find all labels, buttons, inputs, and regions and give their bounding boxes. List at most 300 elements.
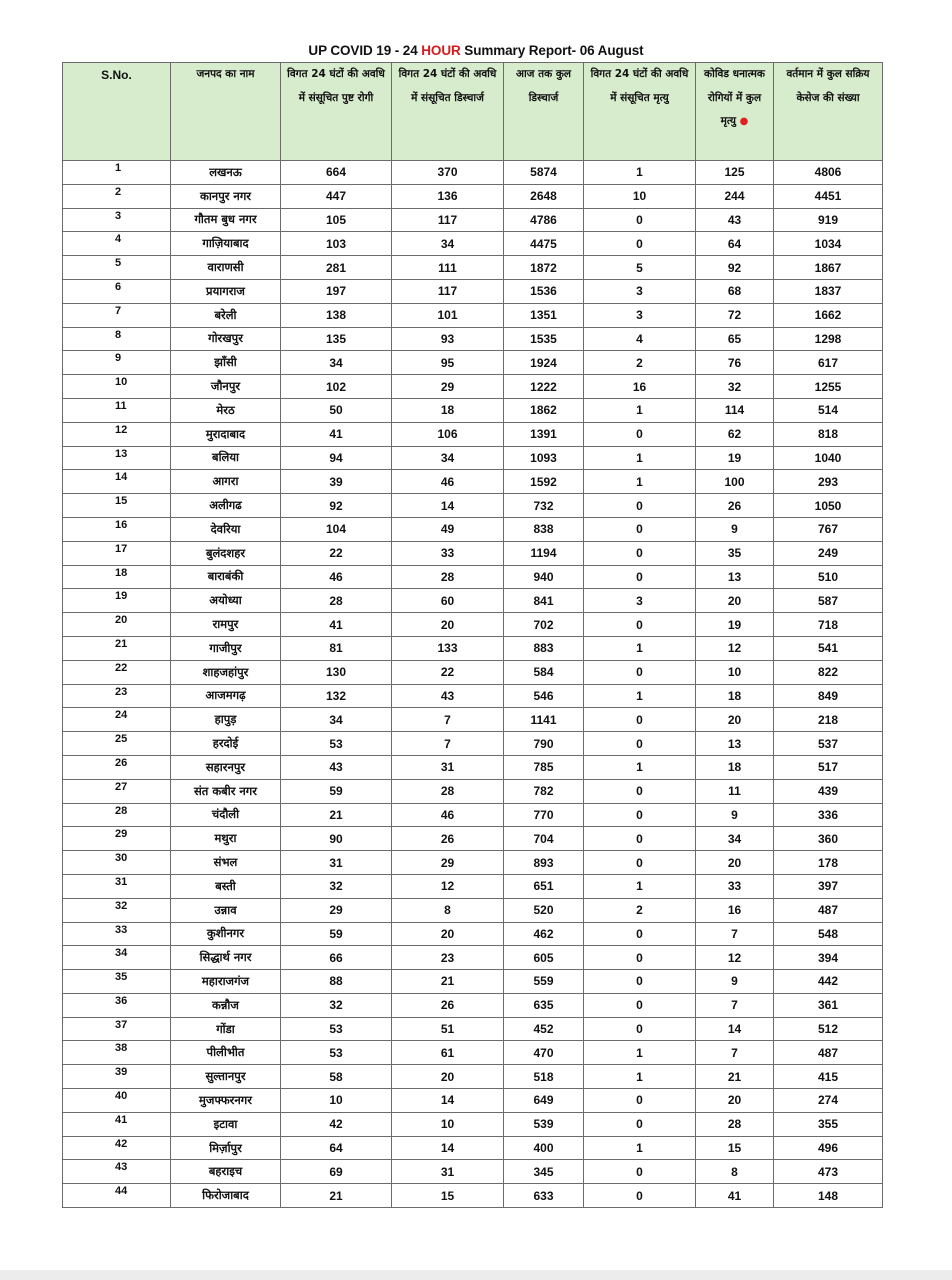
cell-new-deaths: 0 [584,708,696,732]
cell-new-deaths: 3 [584,589,696,613]
cell-district: गौतम बुध नगर [171,208,281,232]
table-row [63,470,883,494]
cell-active-cases: 767 [774,517,883,541]
cell-active-cases: 218 [774,708,883,732]
cell-total-discharges: 790 [504,732,584,756]
cell-district: देवरिया [171,517,281,541]
cell-total-deaths: 64 [696,232,774,256]
table-row [63,279,883,303]
cell-new-deaths: 1 [584,1136,696,1160]
cell-new-cases: 103 [281,232,392,256]
cell-sno: 11 [63,398,171,422]
cell-total-discharges: 559 [504,970,584,994]
cell-total-deaths: 28 [696,1112,774,1136]
table-row [63,303,883,327]
cell-total-deaths: 32 [696,375,774,399]
table-row [63,208,883,232]
cell-total-discharges: 520 [504,898,584,922]
cell-new-cases: 28 [281,589,392,613]
cell-total-discharges: 345 [504,1160,584,1184]
cell-district: गाजीपुर [171,636,281,660]
cell-total-deaths: 11 [696,779,774,803]
cell-district: कुशीनगर [171,922,281,946]
cell-sno: 26 [63,755,171,779]
table-row [63,708,883,732]
cell-new-cases: 447 [281,184,392,208]
cell-total-discharges: 940 [504,565,584,589]
cell-new-discharges: 20 [392,922,504,946]
cell-total-discharges: 605 [504,946,584,970]
table-row [63,636,883,660]
cell-active-cases: 293 [774,470,883,494]
cell-total-discharges: 1351 [504,303,584,327]
cell-total-discharges: 1535 [504,327,584,351]
cell-new-cases: 53 [281,1041,392,1065]
table-row [63,1112,883,1136]
cell-district: जौनपुर [171,375,281,399]
cell-active-cases: 487 [774,1041,883,1065]
cell-active-cases: 718 [774,613,883,637]
cell-total-deaths: 76 [696,351,774,375]
cell-new-cases: 64 [281,1136,392,1160]
table-row [63,422,883,446]
cell-sno: 32 [63,898,171,922]
table-row [63,232,883,256]
cell-total-deaths: 244 [696,184,774,208]
cell-sno: 36 [63,993,171,1017]
cell-active-cases: 1298 [774,327,883,351]
cell-active-cases: 4806 [774,161,883,185]
table-row [63,755,883,779]
cell-sno: 3 [63,208,171,232]
cell-total-deaths: 13 [696,565,774,589]
cell-sno: 25 [63,732,171,756]
cell-sno: 14 [63,470,171,494]
cell-sno: 18 [63,565,171,589]
cell-sno: 2 [63,184,171,208]
cell-new-discharges: 28 [392,779,504,803]
cell-total-discharges: 785 [504,755,584,779]
cell-total-discharges: 1194 [504,541,584,565]
cell-total-deaths: 21 [696,1065,774,1089]
cell-active-cases: 496 [774,1136,883,1160]
cell-sno: 44 [63,1184,171,1208]
cell-sno: 33 [63,922,171,946]
cell-sno: 30 [63,851,171,875]
cell-total-deaths: 14 [696,1017,774,1041]
cell-active-cases: 510 [774,565,883,589]
table-row [63,827,883,851]
cell-total-discharges: 1222 [504,375,584,399]
cell-active-cases: 919 [774,208,883,232]
cell-new-deaths: 0 [584,779,696,803]
table-row [63,946,883,970]
cell-total-discharges: 1536 [504,279,584,303]
cell-district: रामपुर [171,613,281,637]
cell-total-discharges: 782 [504,779,584,803]
cell-sno: 20 [63,613,171,637]
cell-sno: 41 [63,1112,171,1136]
cell-active-cases: 1050 [774,494,883,518]
cell-total-discharges: 584 [504,660,584,684]
cell-new-cases: 197 [281,279,392,303]
cell-new-discharges: 117 [392,208,504,232]
cell-new-discharges: 7 [392,708,504,732]
title-highlight: HOUR [421,43,461,58]
cell-new-cases: 94 [281,446,392,470]
cell-new-deaths: 16 [584,375,696,399]
cell-total-discharges: 770 [504,803,584,827]
cell-district: बरेली [171,303,281,327]
cell-active-cases: 394 [774,946,883,970]
cell-total-deaths: 9 [696,970,774,994]
cell-new-cases: 43 [281,755,392,779]
cell-new-discharges: 117 [392,279,504,303]
cell-new-cases: 104 [281,517,392,541]
table-row [63,351,883,375]
table-body [63,161,883,1208]
cell-sno: 19 [63,589,171,613]
cell-new-cases: 34 [281,351,392,375]
cell-sno: 34 [63,946,171,970]
cell-total-discharges: 704 [504,827,584,851]
cell-new-cases: 41 [281,613,392,637]
cell-new-cases: 92 [281,494,392,518]
table-row [63,517,883,541]
cell-new-deaths: 4 [584,327,696,351]
cell-active-cases: 487 [774,898,883,922]
cell-total-discharges: 883 [504,636,584,660]
cell-new-discharges: 12 [392,874,504,898]
cell-new-discharges: 7 [392,732,504,756]
cell-active-cases: 148 [774,1184,883,1208]
cell-sno: 39 [63,1065,171,1089]
cell-sno: 17 [63,541,171,565]
header-row [63,63,883,161]
cell-total-deaths: 9 [696,517,774,541]
cell-total-discharges: 1592 [504,470,584,494]
cell-new-deaths: 1 [584,446,696,470]
cell-district: वाराणसी [171,256,281,280]
cell-new-cases: 90 [281,827,392,851]
bottom-bar [0,1270,952,1280]
cell-active-cases: 1255 [774,375,883,399]
cell-total-deaths: 20 [696,589,774,613]
cell-total-deaths: 20 [696,851,774,875]
cell-new-cases: 135 [281,327,392,351]
cell-district: अयोध्या [171,589,281,613]
table-row [63,256,883,280]
cell-total-deaths: 7 [696,922,774,946]
cell-sno: 35 [63,970,171,994]
cell-new-cases: 34 [281,708,392,732]
cell-active-cases: 849 [774,684,883,708]
cell-active-cases: 473 [774,1160,883,1184]
cell-sno: 5 [63,256,171,280]
cell-new-discharges: 51 [392,1017,504,1041]
cell-sno: 4 [63,232,171,256]
cell-total-deaths: 16 [696,898,774,922]
cell-district: शाहजहांपुर [171,660,281,684]
cell-district: बहराइच [171,1160,281,1184]
cell-district: हापुड़ [171,708,281,732]
cell-new-deaths: 1 [584,1065,696,1089]
cell-district: मुरादाबाद [171,422,281,446]
cell-total-deaths: 72 [696,303,774,327]
table-row [63,184,883,208]
cell-district: मेरठ [171,398,281,422]
cell-sno: 37 [63,1017,171,1041]
cell-total-deaths: 18 [696,755,774,779]
table-row [63,1065,883,1089]
cell-new-discharges: 136 [392,184,504,208]
cell-new-deaths: 0 [584,970,696,994]
cell-active-cases: 537 [774,732,883,756]
cell-new-cases: 130 [281,660,392,684]
cell-new-cases: 66 [281,946,392,970]
table-row [63,898,883,922]
cell-active-cases: 442 [774,970,883,994]
cell-new-deaths: 0 [584,851,696,875]
cell-total-discharges: 5874 [504,161,584,185]
table-row [63,874,883,898]
cell-district: मुजफ्फरनगर [171,1089,281,1113]
cell-total-discharges: 1093 [504,446,584,470]
cell-new-deaths: 0 [584,1184,696,1208]
cell-new-deaths: 0 [584,494,696,518]
cell-new-cases: 31 [281,851,392,875]
cell-active-cases: 415 [774,1065,883,1089]
table-row [63,589,883,613]
red-dot-mark: ● [739,116,749,127]
cell-new-discharges: 26 [392,993,504,1017]
cell-active-cases: 512 [774,1017,883,1041]
cell-total-discharges: 546 [504,684,584,708]
cell-new-discharges: 15 [392,1184,504,1208]
cell-new-deaths: 0 [584,565,696,589]
cell-new-discharges: 14 [392,494,504,518]
cell-total-deaths: 15 [696,1136,774,1160]
cell-sno: 23 [63,684,171,708]
header-new-deaths: विगत 24 घंटों की अवधि में संसूचित मृत्यु [584,63,696,161]
cell-total-discharges: 635 [504,993,584,1017]
cell-new-deaths: 0 [584,1089,696,1113]
cell-district: आगरा [171,470,281,494]
cell-district: झाँसी [171,351,281,375]
cell-sno: 1 [63,161,171,185]
cell-active-cases: 355 [774,1112,883,1136]
cell-new-discharges: 111 [392,256,504,280]
cell-active-cases: 1837 [774,279,883,303]
cell-new-cases: 21 [281,803,392,827]
cell-active-cases: 178 [774,851,883,875]
cell-new-deaths: 1 [584,470,696,494]
table-row [63,684,883,708]
cell-new-cases: 29 [281,898,392,922]
cell-district: सहारनपुर [171,755,281,779]
cell-new-discharges: 10 [392,1112,504,1136]
cell-total-deaths: 7 [696,1041,774,1065]
cell-sno: 43 [63,1160,171,1184]
cell-new-discharges: 18 [392,398,504,422]
cell-total-deaths: 7 [696,993,774,1017]
table-row [63,1017,883,1041]
cell-district: गोंडा [171,1017,281,1041]
cell-total-discharges: 702 [504,613,584,637]
cell-active-cases: 249 [774,541,883,565]
cell-total-deaths: 34 [696,827,774,851]
table-row [63,1136,883,1160]
cell-new-cases: 39 [281,470,392,494]
cell-new-discharges: 93 [392,327,504,351]
cell-sno: 42 [63,1136,171,1160]
cell-new-cases: 59 [281,922,392,946]
cell-total-discharges: 838 [504,517,584,541]
cell-district: बलिया [171,446,281,470]
cell-sno: 6 [63,279,171,303]
cell-new-deaths: 2 [584,351,696,375]
cell-new-deaths: 5 [584,256,696,280]
cell-new-cases: 58 [281,1065,392,1089]
cell-total-deaths: 92 [696,256,774,280]
cell-new-cases: 69 [281,1160,392,1184]
table-row [63,541,883,565]
cell-sno: 22 [63,660,171,684]
cell-new-deaths: 0 [584,732,696,756]
cell-total-discharges: 732 [504,494,584,518]
table-row [63,398,883,422]
cell-new-discharges: 31 [392,755,504,779]
cell-new-deaths: 0 [584,208,696,232]
cell-district: बुलंदशहर [171,541,281,565]
cell-total-deaths: 43 [696,208,774,232]
cell-total-discharges: 1862 [504,398,584,422]
cell-new-discharges: 43 [392,684,504,708]
cell-new-cases: 132 [281,684,392,708]
cell-total-deaths: 9 [696,803,774,827]
cell-district: हरदोई [171,732,281,756]
cell-total-discharges: 400 [504,1136,584,1160]
cell-new-discharges: 23 [392,946,504,970]
cell-district: चंदौली [171,803,281,827]
cell-total-deaths: 20 [696,1089,774,1113]
cell-active-cases: 4451 [774,184,883,208]
cell-new-deaths: 3 [584,303,696,327]
cell-new-deaths: 0 [584,613,696,637]
cell-total-discharges: 1141 [504,708,584,732]
cell-sno: 38 [63,1041,171,1065]
table-row [63,970,883,994]
cell-total-discharges: 649 [504,1089,584,1113]
cell-sno: 40 [63,1089,171,1113]
table-row [63,1184,883,1208]
cell-active-cases: 361 [774,993,883,1017]
cell-new-deaths: 1 [584,636,696,660]
table-row [63,732,883,756]
cell-total-deaths: 35 [696,541,774,565]
cell-total-deaths: 26 [696,494,774,518]
cell-new-discharges: 21 [392,970,504,994]
cell-active-cases: 274 [774,1089,883,1113]
header-new-cases: विगत 24 घंटों की अवधि में संसूचित पुष्ट रोगी [281,63,392,161]
cell-total-discharges: 4786 [504,208,584,232]
cell-active-cases: 1867 [774,256,883,280]
cell-total-deaths: 19 [696,613,774,637]
cell-new-cases: 10 [281,1089,392,1113]
title-prefix: UP COVID 19 - 24 [308,43,422,58]
cell-new-discharges: 14 [392,1136,504,1160]
cell-new-deaths: 0 [584,827,696,851]
cell-district: सिद्धार्थ नगर [171,946,281,970]
cell-active-cases: 617 [774,351,883,375]
cell-new-deaths: 0 [584,232,696,256]
cell-district: बस्ती [171,874,281,898]
cell-sno: 9 [63,351,171,375]
cell-new-cases: 42 [281,1112,392,1136]
cell-total-discharges: 539 [504,1112,584,1136]
cell-new-deaths: 1 [584,684,696,708]
cell-active-cases: 514 [774,398,883,422]
cell-new-cases: 88 [281,970,392,994]
cell-total-discharges: 841 [504,589,584,613]
table-row [63,565,883,589]
cell-new-discharges: 46 [392,470,504,494]
cell-new-discharges: 29 [392,851,504,875]
cell-new-cases: 53 [281,1017,392,1041]
cell-total-deaths: 62 [696,422,774,446]
table-row [63,803,883,827]
cell-total-deaths: 10 [696,660,774,684]
cell-active-cases: 517 [774,755,883,779]
table-row [63,494,883,518]
cell-new-discharges: 95 [392,351,504,375]
cell-total-discharges: 2648 [504,184,584,208]
cell-active-cases: 1034 [774,232,883,256]
table-row [63,1041,883,1065]
cell-new-cases: 102 [281,375,392,399]
cell-new-discharges: 34 [392,232,504,256]
cell-new-cases: 21 [281,1184,392,1208]
table-row [63,922,883,946]
cell-new-discharges: 29 [392,375,504,399]
cell-district: महाराजगंज [171,970,281,994]
cell-new-deaths: 1 [584,398,696,422]
cell-new-cases: 32 [281,874,392,898]
cell-total-deaths: 13 [696,732,774,756]
cell-district: संभल [171,851,281,875]
cell-district: मथुरा [171,827,281,851]
table-row [63,1089,883,1113]
cell-sno: 10 [63,375,171,399]
cell-sno: 21 [63,636,171,660]
summary-table [62,62,883,1208]
header-district: जनपद का नाम [171,63,281,161]
cell-total-discharges: 1391 [504,422,584,446]
cell-new-discharges: 61 [392,1041,504,1065]
cell-sno: 16 [63,517,171,541]
cell-sno: 15 [63,494,171,518]
cell-new-discharges: 22 [392,660,504,684]
cell-active-cases: 587 [774,589,883,613]
cell-district: पीलीभीत [171,1041,281,1065]
cell-total-deaths: 12 [696,636,774,660]
cell-new-cases: 22 [281,541,392,565]
cell-sno: 12 [63,422,171,446]
table-row [63,1160,883,1184]
cell-new-discharges: 8 [392,898,504,922]
cell-total-deaths: 20 [696,708,774,732]
cell-new-deaths: 10 [584,184,696,208]
